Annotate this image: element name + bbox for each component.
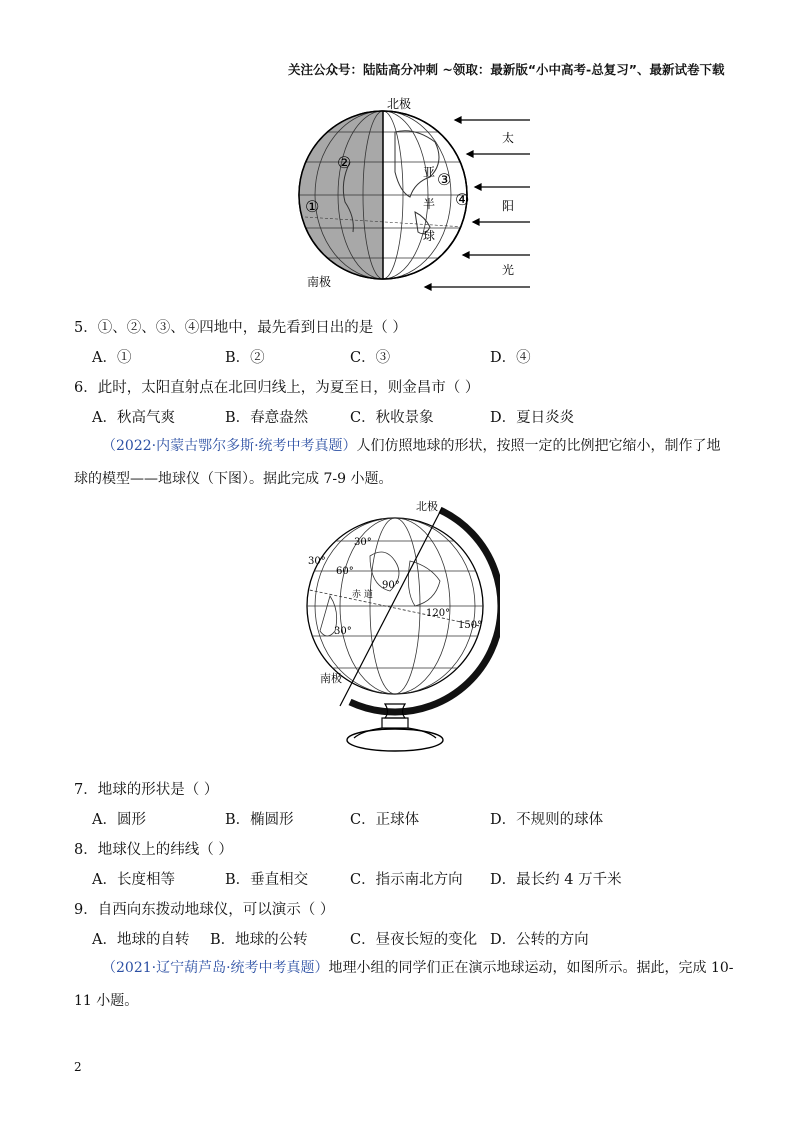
land-label-1: 亚 [423,165,436,179]
q5-option-d[interactable]: D．④ [490,350,531,366]
degree-label-6: 150° [458,620,483,631]
intro-10-11-source: （2021·辽宁葫芦岛·统考中考真题） [102,960,329,976]
q9-option-d[interactable]: D．公转的方向 [490,932,589,948]
q7-option-a[interactable]: A．圆形 [92,812,146,828]
question-8: 8．地球仪上的纬线（ ） [74,842,233,858]
north-pole-label: 北极 [387,97,412,111]
sunlight-label-1: 太 [502,131,515,145]
point-4-label: ④ [455,190,470,209]
degree-label-3: 60° [336,566,354,577]
sunlight-label-2: 阳 [502,199,515,213]
q8-option-b[interactable]: B．垂直相交 [225,872,309,888]
degree-label-7: 30° [334,626,352,637]
point-2-label: ② [337,153,352,172]
q8-option-a[interactable]: A．长度相等 [92,872,175,888]
globe-south-pole-label: 南极 [320,672,342,685]
point-1-label: ① [305,197,320,216]
equator-label: 赤 道 [352,590,373,600]
question-5: 5．①、②、③、④四地中，最先看到日出的是（ ） [74,320,407,336]
question-6: 6．此时，太阳直射点在北回归线上，为夏至日，则金昌市（ ） [74,380,480,396]
q8-option-c[interactable]: C．指示南北方向 [350,872,463,888]
q7-option-d[interactable]: D．不规则的球体 [490,812,604,828]
q7-option-c[interactable]: C．正球体 [350,812,420,828]
q9-option-a[interactable]: A．地球的自转 [92,932,190,948]
degree-label-1: 30° [354,537,372,548]
q9-option-b[interactable]: B．地球的公转 [210,932,308,948]
degree-label-4: 90° [382,580,400,591]
south-pole-label: 南极 [307,275,332,289]
point-3-label: ③ [437,170,452,189]
earth-illumination-figure [295,92,535,298]
q6-option-b[interactable]: B．春意盎然 [225,410,309,426]
page-header: 关注公众号：陆陆高分冲刺 ~领取：最新版“小中高考-总复习”、最新试卷下载 [288,62,725,77]
q5-option-b[interactable]: B．② [225,350,265,366]
land-label-3: 球 [423,229,436,243]
q9-option-c[interactable]: C．昼夜长短的变化 [350,932,478,948]
question-9: 9．自西向东拨动地球仪，可以演示（ ） [74,902,335,918]
page-number: 2 [74,1060,82,1074]
q5-option-c[interactable]: C．③ [350,350,391,366]
q6-option-a[interactable]: A．秋高气爽 [92,410,175,426]
globe-figure [290,496,500,758]
q5-option-a[interactable]: A．① [92,350,132,366]
degree-label-2: 30° [308,556,326,567]
q8-option-d[interactable]: D．最长约 4 万千米 [490,872,622,888]
degree-label-5: 120° [426,608,451,619]
intro-7-9-source: （2022·内蒙古鄂尔多斯·统考中考真题） [102,438,357,454]
intro-7-9 [74,430,734,496]
land-label-2: 半 [423,197,436,211]
intro-10-11-text: 地理小组的同学们正在演示地球运动，如图所示。据此，完成 10-11 小题。 [74,960,734,1009]
intro-10-11 [74,952,734,1018]
sunlight-label-3: 光 [502,263,515,277]
q6-option-d[interactable]: D．夏日炎炎 [490,410,575,426]
q6-option-c[interactable]: C．秋收景象 [350,410,434,426]
intro-7-9-text: 人们仿照地球的形状，按照一定的比例把它缩小，制作了地球的模型——地球仪（下图）。据此完成 7-9 小题。 [74,438,721,487]
question-7: 7．地球的形状是（ ） [74,782,219,798]
globe-north-pole-label: 北极 [416,500,438,513]
q7-option-b[interactable]: B．椭圆形 [225,812,294,828]
